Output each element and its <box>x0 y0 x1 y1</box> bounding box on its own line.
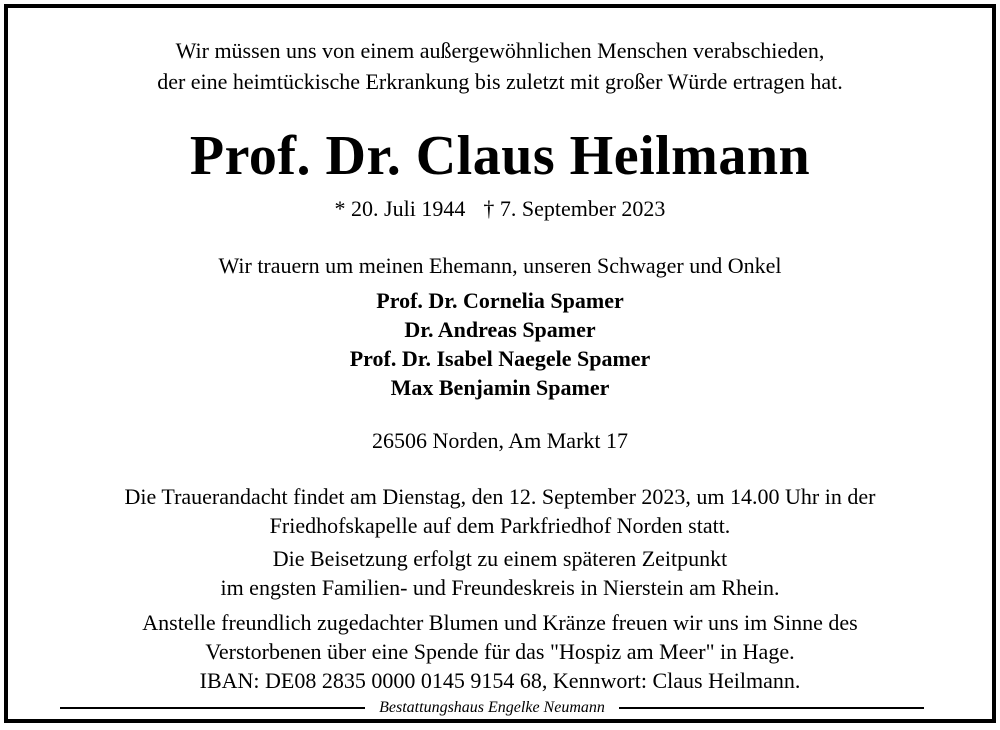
mourner-name: Max Benjamin Spamer <box>390 375 610 400</box>
donation-line-1: Anstelle freundlich zugedachter Blumen und Kränze freuen wir uns im Sinne des <box>142 610 858 635</box>
burial-line-1: Die Beisetzung erfolgt zu einem späteren Zeitpunkt <box>272 546 728 571</box>
mourner-name: Dr. Andreas Spamer <box>404 317 596 342</box>
footer <box>0 698 984 718</box>
deceased-name: Prof. Dr. Claus Heilmann <box>189 125 811 187</box>
notice-content <box>8 8 992 719</box>
footer-rule-right <box>619 707 924 709</box>
intro-line-1: Wir müssen uns von einem außergewöhnlichen Menschen verabschieden, <box>175 38 825 63</box>
intro-line-2: der eine heimtückische Erkrankung bis zuletzt mit großer Würde ertragen hat. <box>157 69 843 94</box>
mourner-name: Prof. Dr. Isabel Naegele Spamer <box>349 346 651 371</box>
mourning-statement: Wir trauern um meinen Ehemann, unseren Schwager und Onkel <box>218 253 782 278</box>
burial-line-2: im engsten Familien- und Freundeskreis in Nierstein am Rhein. <box>220 575 780 600</box>
footer-rule-left <box>60 707 365 709</box>
donation-iban: IBAN: DE08 2835 0000 0145 9154 68, Kennwort: Claus Heilmann. <box>199 668 801 693</box>
death-date: † 7. September 2023 <box>483 196 666 221</box>
ceremony-line-1: Die Trauerandacht findet am Dienstag, den 12. September 2023, um 14.00 Uhr in der <box>124 484 876 509</box>
mourner-name: Prof. Dr. Cornelia Spamer <box>376 288 624 313</box>
ceremony-line-2: Friedhofskapelle auf dem Parkfriedhof Norden statt. <box>269 513 731 538</box>
donation-line-2: Verstorbenen über eine Spende für das "Hospiz am Meer" in Hage. <box>205 639 795 664</box>
life-dates <box>8 196 992 222</box>
birth-date: * 20. Juli 1944 <box>334 196 466 221</box>
address: 26506 Norden, Am Markt 17 <box>371 428 629 453</box>
undertaker-name: Bestattungshaus Engelke Neumann <box>365 699 619 717</box>
notice-frame <box>4 4 996 723</box>
